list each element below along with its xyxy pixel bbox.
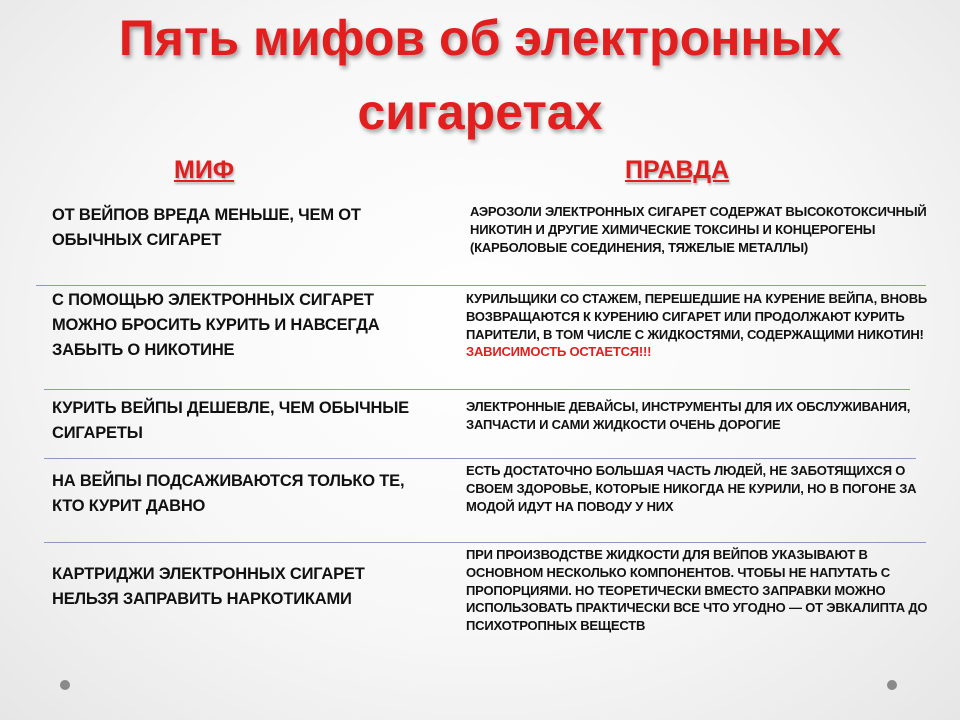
slide-dot-left: [60, 680, 70, 690]
title-line-2: сигаретах: [357, 84, 603, 140]
truth-2-accent: ЗАВИСИМОСТЬ ОСТАЕТСЯ!!!: [466, 344, 652, 360]
truth-column-header: ПРАВДА: [625, 156, 730, 184]
myth-5: КАРТРИДЖИ ЭЛЕКТРОННЫХ СИГАРЕТ НЕЛЬЗЯ ЗАПРАВИТЬ НАРКОТИКАМИ: [52, 565, 365, 608]
truth-2: [466, 290, 936, 361]
slide-dot-right: [887, 680, 897, 690]
truth-2-text: КУРИЛЬЩИКИ СО СТАЖЕМ, ПЕРЕШЕДШИЕ НА КУРЕНИЕ ВЕЙПА, ВНОВЬ ВОЗВРАЩАЮТСЯ К КУРЕНИЮ СИГАРЕТ ИЛИ ПРОДОЛЖАЮТ КУРИТЬ ПАРИТЕЛИ, В ТОМ ЧИСЛЕ С ЖИДКОСТЯМИ, СОДЕРЖАЩИМИ НИКОТИН!: [466, 291, 928, 342]
truth-5: ПРИ ПРОИЗВОДСТВЕ ЖИДКОСТИ ДЛЯ ВЕЙПОВ УКАЗЫВАЮТ В ОСНОВНОМ НЕСКОЛЬКО КОМПОНЕНТОВ. ЧТОБЫ НЕ НАПУТАТЬ С ПРОПОРЦИЯМИ. НО ТЕОРЕТИЧЕСКИ ВМЕСТО ЗАПРАВКИ МОЖНО ИСПОЛЬЗОВАТЬ ПРАКТИЧЕСКИ ВСЕ ЧТО УГОДНО — ОТ ЭВКАЛИПТА ДО ПСИХОТРОПНЫХ ВЕЩЕСТВ: [466, 547, 928, 634]
title-line-1: Пять мифов об электронных: [118, 10, 842, 66]
myth-2: С ПОМОЩЬЮ ЭЛЕКТРОННЫХ СИГАРЕТ МОЖНО БРОСИТЬ КУРИТЬ И НАВСЕГДА ЗАБЫТЬ О НИКОТИНЕ: [52, 291, 380, 359]
myth-column-header: МИФ: [174, 156, 235, 184]
row-separator-1: [36, 285, 926, 286]
myth-3: КУРИТЬ ВЕЙПЫ ДЕШЕВЛЕ, ЧЕМ ОБЫЧНЫЕ СИГАРЕТЫ: [52, 399, 409, 442]
myth-1: ОТ ВЕЙПОВ ВРЕДА МЕНЬШЕ, ЧЕМ ОТ ОБЫЧНЫХ СИГАРЕТ: [52, 206, 361, 249]
row-separator-4: [44, 542, 926, 543]
truth-4: ЕСТЬ ДОСТАТОЧНО БОЛЬШАЯ ЧАСТЬ ЛЮДЕЙ, НЕ ЗАБОТЯЩИХСЯ О СВОЕМ ЗДОРОВЬЕ, КОТОРЫЕ НИКОГДА НЕ КУРИЛИ, НО В ПОГОНЕ ЗА МОДОЙ ИДУТ НА ПОВОДУ У НИХ: [466, 463, 917, 514]
row-separator-2: [44, 389, 910, 390]
truth-1: АЭРОЗОЛИ ЭЛЕКТРОННЫХ СИГАРЕТ СОДЕРЖАТ ВЫСОКОТОКСИЧНЫЙ НИКОТИН И ДРУГИЕ ХИМИЧЕСКИЕ ТОКСИНЫ И КОНЦЕРОГЕНЫ (КАРБОЛОВЫЕ СОЕДИНЕНИЯ, ТЯЖЕЛЫЕ МЕТАЛЛЫ): [470, 204, 927, 255]
truth-3: ЭЛЕКТРОННЫЕ ДЕВАЙСЫ, ИНСТРУМЕНТЫ ДЛЯ ИХ ОБСЛУЖИВАНИЯ, ЗАПЧАСТИ И САМИ ЖИДКОСТИ ОЧЕНЬ ДОРОГИЕ: [466, 399, 911, 432]
row-separator-3: [44, 458, 916, 459]
myth-4: НА ВЕЙПЫ ПОДСАЖИВАЮТСЯ ТОЛЬКО ТЕ, КТО КУРИТ ДАВНО: [52, 472, 405, 515]
